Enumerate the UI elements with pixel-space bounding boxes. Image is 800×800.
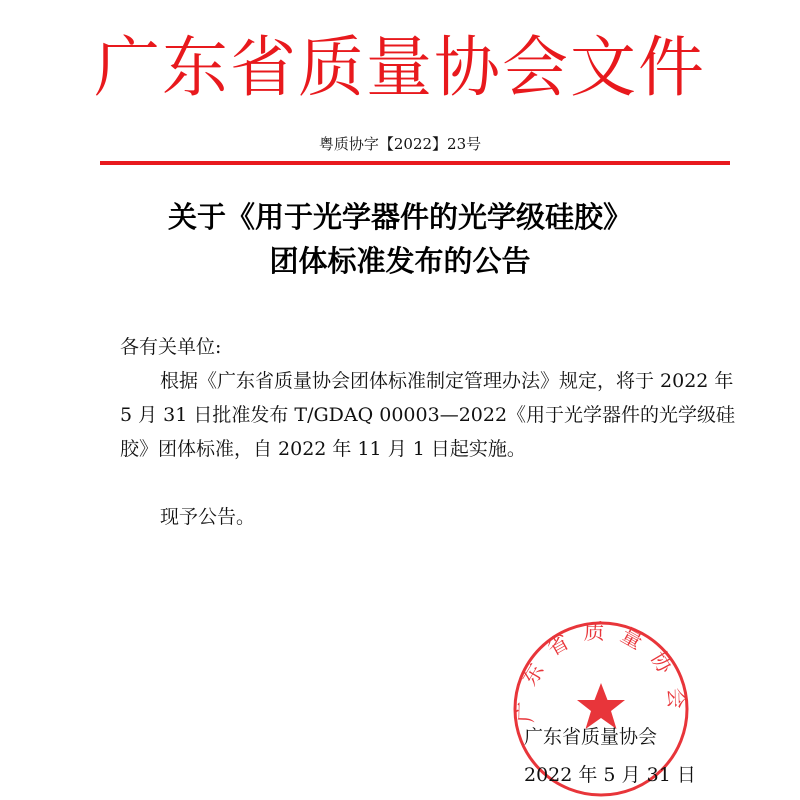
notice-title-line2: 团体标准发布的公告 bbox=[269, 244, 531, 278]
signing-date: 2022 年 5 月 31 日 bbox=[524, 764, 696, 786]
paragraph-closing: 现予公告。 bbox=[160, 506, 256, 528]
seal-text: 广东省质量协会 bbox=[513, 620, 689, 723]
paragraph-spacer bbox=[120, 466, 740, 500]
notice-title-line1: 关于《用于光学器件的光学级硅胶》 bbox=[167, 200, 632, 234]
star-icon bbox=[577, 683, 625, 729]
paragraph-main: 根据《广东省质量协会团体标准制定管理办法》规定，将于 2022 年 5 月 31 日批准发布 T/GDAQ 00003—2022《用于光学器件的光学级硅胶》团体标准，自 2022 年 11 月 1 日起实施。 bbox=[120, 370, 736, 460]
notice-body bbox=[120, 330, 740, 534]
document-number: 粤质协字【2022】23号 bbox=[318, 135, 482, 153]
salutation: 各有关单位: bbox=[120, 336, 222, 358]
signing-organization: 广东省质量协会 bbox=[524, 726, 658, 748]
red-divider bbox=[100, 161, 730, 165]
masthead: 广东省质量协会文件 bbox=[94, 29, 706, 106]
